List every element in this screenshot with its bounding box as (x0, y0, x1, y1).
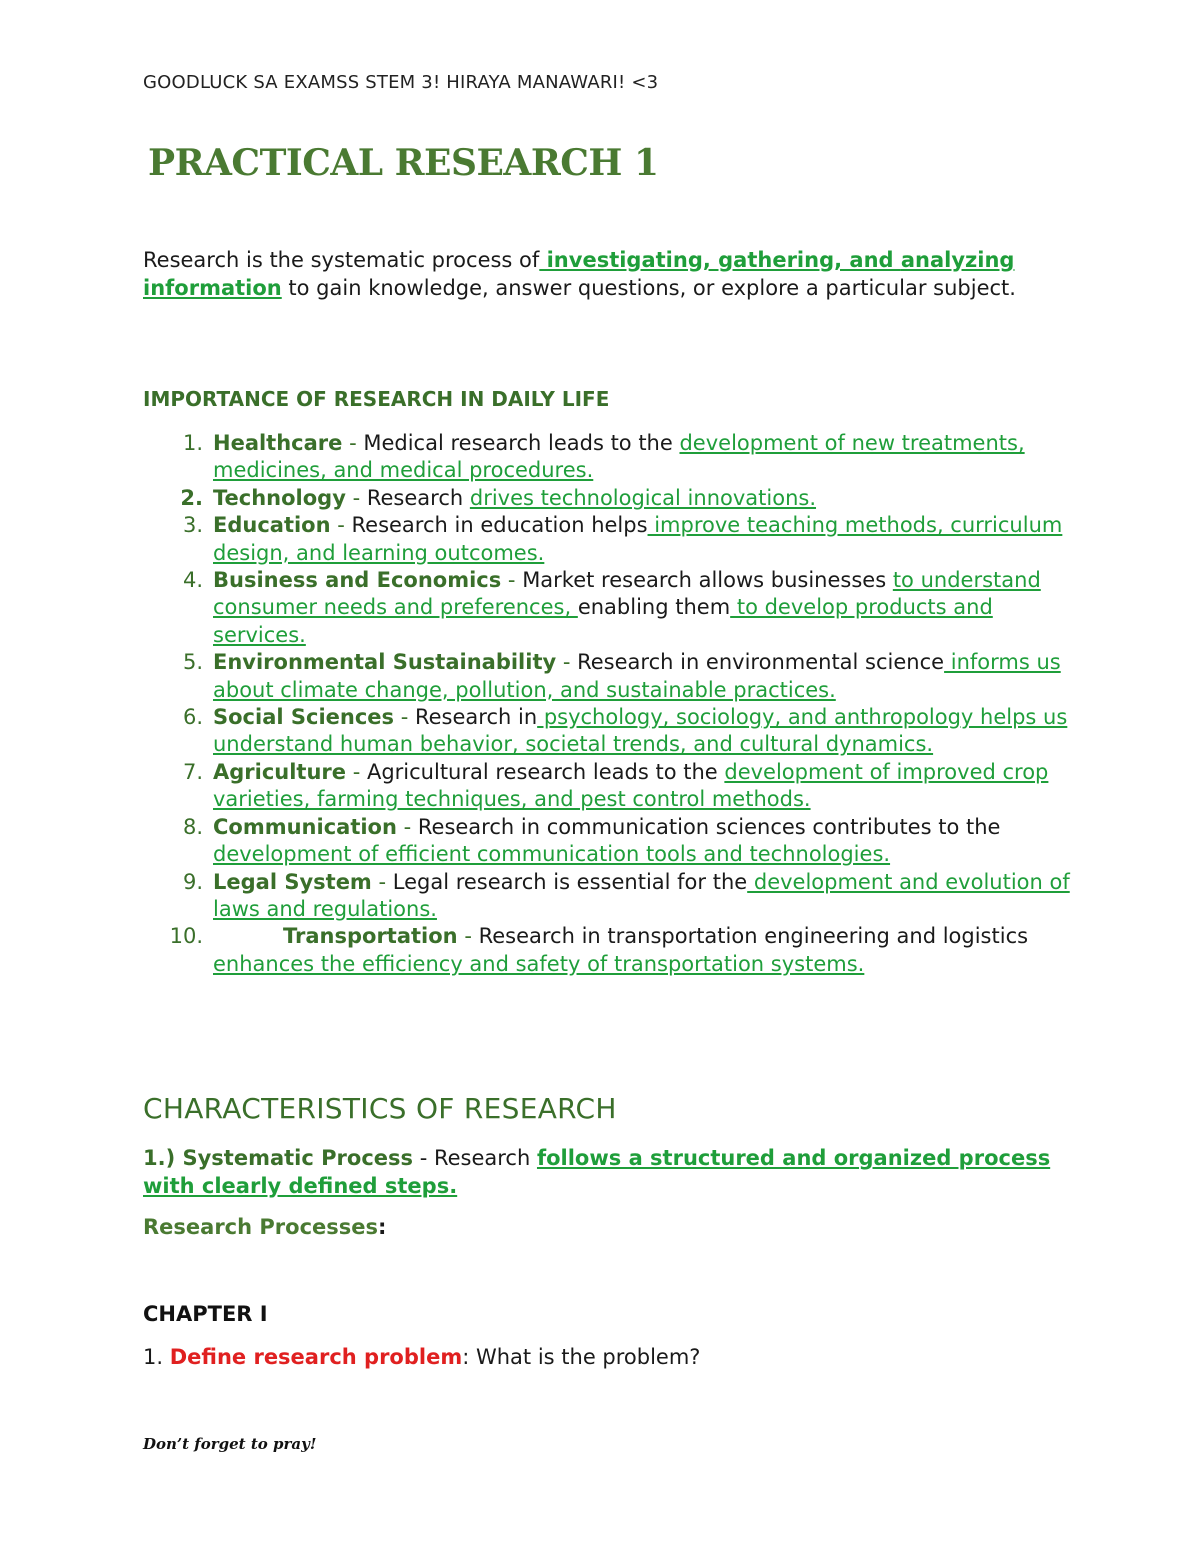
list-item (143, 923, 1083, 978)
list-item (143, 485, 1083, 512)
list-dash: - (396, 814, 412, 839)
list-term: Education (213, 513, 331, 538)
list-term: Communication (213, 814, 397, 839)
list-number: 3. (182, 513, 203, 538)
list-number: 4. (182, 568, 203, 593)
list-term: Agriculture (213, 759, 347, 784)
characteristic-highlight: follows a structured and organized process with clearly defined steps. (143, 1146, 1051, 1198)
list-dash: - (330, 513, 352, 538)
characteristic-paragraph (143, 1144, 1083, 1200)
list-term: Transportation (283, 924, 458, 949)
list-number: 10. (169, 924, 203, 949)
definition-text: Research is the systematic process of (143, 248, 540, 272)
list-text: Legal research is essential for the (392, 869, 748, 894)
definition-highlight: information (143, 276, 282, 300)
list-highlight: development of improved crop varieties, farming techniques, and pest control methods. (213, 759, 1049, 812)
definition-paragraph (143, 246, 1083, 302)
list-text: Research in communication sciences contributes to the (411, 814, 1001, 839)
importance-list (143, 430, 1083, 978)
list-term: Healthcare (213, 431, 343, 455)
list-highlight: development and evolution of laws and regulations. (213, 869, 1070, 921)
list-term: Business and Economics (213, 568, 502, 593)
list-highlight: improve teaching methods, curriculum design, and learning outcomes. (213, 513, 1063, 565)
list-highlight: development of new treatments, medicines, and medical procedures. (213, 431, 1025, 483)
list-highlight: informs us about climate change, pollution, and sustainable practices. (213, 650, 1061, 702)
list-text: Research in transportation engineering and logistics (478, 924, 1029, 949)
list-number: 2. (180, 485, 203, 510)
characteristic-text: Research (433, 1146, 537, 1170)
step-text: : What is the problem? (462, 1345, 701, 1369)
list-dash: - (342, 431, 364, 455)
list-number: 8. (182, 814, 203, 839)
list-number: 9. (182, 869, 203, 894)
list-highlight: enhances the efficiency and safety of transportation systems. (213, 951, 865, 976)
list-number: 6. (182, 705, 203, 730)
page-title: PRACTICAL RESEARCH 1 (148, 142, 659, 184)
list-dash: - (371, 869, 393, 894)
research-processes-text: Research Processes (143, 1215, 378, 1239)
definition-highlight: investigating, gathering, and (539, 248, 901, 272)
list-highlight: to develop products and services. (213, 595, 993, 647)
list-number: 7. (182, 759, 203, 784)
list-term: Environmental Sustainability (213, 650, 557, 675)
list-dash: - (457, 924, 479, 949)
list-item (143, 649, 1083, 704)
list-item (143, 814, 1083, 869)
list-item (143, 512, 1083, 567)
list-text: Agricultural research leads to the (360, 759, 725, 784)
list-text: Medical research leads to the (363, 431, 680, 455)
list-term: Legal System (213, 869, 372, 894)
characteristic-dash: - (413, 1146, 434, 1170)
list-dash: - (346, 759, 361, 784)
chapter-title: CHAPTER I (143, 1302, 268, 1326)
list-item (143, 759, 1083, 814)
list-item (143, 704, 1083, 759)
list-item (143, 430, 1083, 485)
list-term: Social Sciences (213, 705, 395, 730)
list-dash: - (556, 650, 571, 675)
step-number: 1. (143, 1345, 170, 1369)
list-highlight: drives technological innovations. (469, 485, 817, 510)
list-highlight: psychology, sociology, and anthropology helps us understand human behavior, societal trends, and cultural dynamics. (213, 705, 1068, 757)
characteristics-heading: CHARACTERISTICS OF RESEARCH (143, 1092, 617, 1125)
list-term: Technology (213, 485, 346, 510)
page-footer: Don’t forget to pray! (143, 1435, 317, 1453)
list-text: Research in education helps (351, 513, 648, 538)
characteristic-lead: 1.) Systematic Process (143, 1146, 414, 1170)
research-processes-label (143, 1215, 386, 1239)
research-processes-colon: : (378, 1215, 387, 1239)
list-highlight: to understand consumer needs and preferences, (213, 568, 1041, 620)
list-item (143, 567, 1083, 649)
chapter-step (143, 1345, 700, 1369)
step-term: Define research problem (169, 1345, 463, 1369)
page-header: GOODLUCK SA EXAMSS STEM 3! HIRAYA MANAWARI! <3 (143, 72, 659, 93)
definition-highlight: analyzing (900, 248, 1015, 272)
list-dash: - (394, 705, 415, 730)
list-highlight: development of efficient communication tools and technologies. (213, 842, 891, 867)
list-text: enabling them (577, 595, 731, 620)
definition-text: to gain knowledge, answer questions, or explore a particular subject. (281, 276, 1016, 300)
importance-heading: IMPORTANCE OF RESEARCH IN DAILY LIFE (143, 387, 610, 411)
list-number: 5. (182, 650, 203, 675)
list-text: Research in environmental science (570, 650, 945, 675)
list-text: Research (366, 485, 470, 510)
list-item (143, 869, 1083, 924)
list-text: Research in (414, 705, 538, 730)
list-number: 1. (182, 431, 203, 455)
list-dash: - (501, 568, 516, 593)
list-dash: - (345, 485, 367, 510)
list-text: Market research allows businesses (515, 568, 893, 593)
